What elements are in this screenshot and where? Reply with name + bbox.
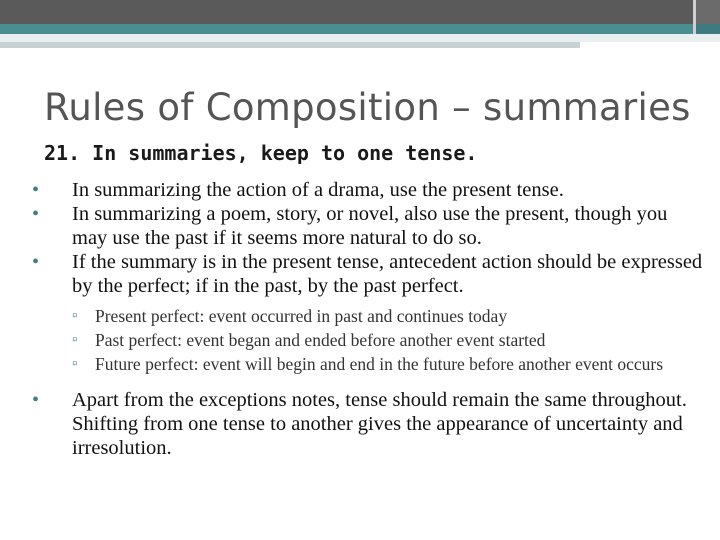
bullet-list xyxy=(27,178,707,298)
bullet-item xyxy=(27,178,707,202)
sub-bullet-marker-icon: ▫ xyxy=(72,308,78,324)
sub-bullet-list xyxy=(27,304,707,376)
header-bar-accent xyxy=(0,42,580,48)
sub-bullet-text: Present perfect: event occurred in past and continues today xyxy=(95,306,508,326)
bullet-item xyxy=(27,388,707,460)
bullet-marker-icon: • xyxy=(31,251,39,273)
slide-content xyxy=(27,178,707,460)
bullet-text: If the summary is in the present tense, antecedent action should be expressed by the perfect; if in the past, by the past perfect. xyxy=(72,251,703,297)
bullet-text: Apart from the exceptions notes, tense should remain the same throughout. Shifting from one tense to another gives the appearance of uncertainty and irresolution. xyxy=(72,389,687,459)
header-bar-teal-right xyxy=(693,24,720,34)
sub-bullet-item xyxy=(27,352,707,376)
sub-bullet-marker-icon: ▫ xyxy=(72,356,78,372)
sub-bullet-marker-icon: ▫ xyxy=(72,332,78,348)
bullet-item xyxy=(27,250,707,298)
sub-bullet-text: Future perfect: event will begin and end in the future before another event occurs xyxy=(95,354,664,374)
bullet-list-continued xyxy=(27,388,707,460)
header-bar-teal xyxy=(0,24,720,34)
slide-subtitle: 21. In summaries, keep to one tense. xyxy=(44,141,478,165)
bullet-marker-icon: • xyxy=(31,389,39,411)
bullet-text: In summarizing the action of a drama, use the present tense. xyxy=(72,179,564,201)
bullet-marker-icon: • xyxy=(31,203,39,225)
sub-bullet-item xyxy=(27,328,707,352)
bullet-item xyxy=(27,202,707,250)
sub-bullet-text: Past perfect: event began and ended before another event started xyxy=(95,330,546,350)
header-bar-dark-right xyxy=(693,0,720,24)
slide-title: Rules of Composition – summaries xyxy=(44,86,691,129)
header-bar-dark xyxy=(0,0,720,24)
bullet-marker-icon: • xyxy=(31,179,39,201)
bullet-text: In summarizing a poem, story, or novel, also use the present, though you may use the past if it seems more natural to do so. xyxy=(72,203,668,249)
header-bar-light xyxy=(0,34,720,42)
sub-bullet-item xyxy=(27,304,707,328)
